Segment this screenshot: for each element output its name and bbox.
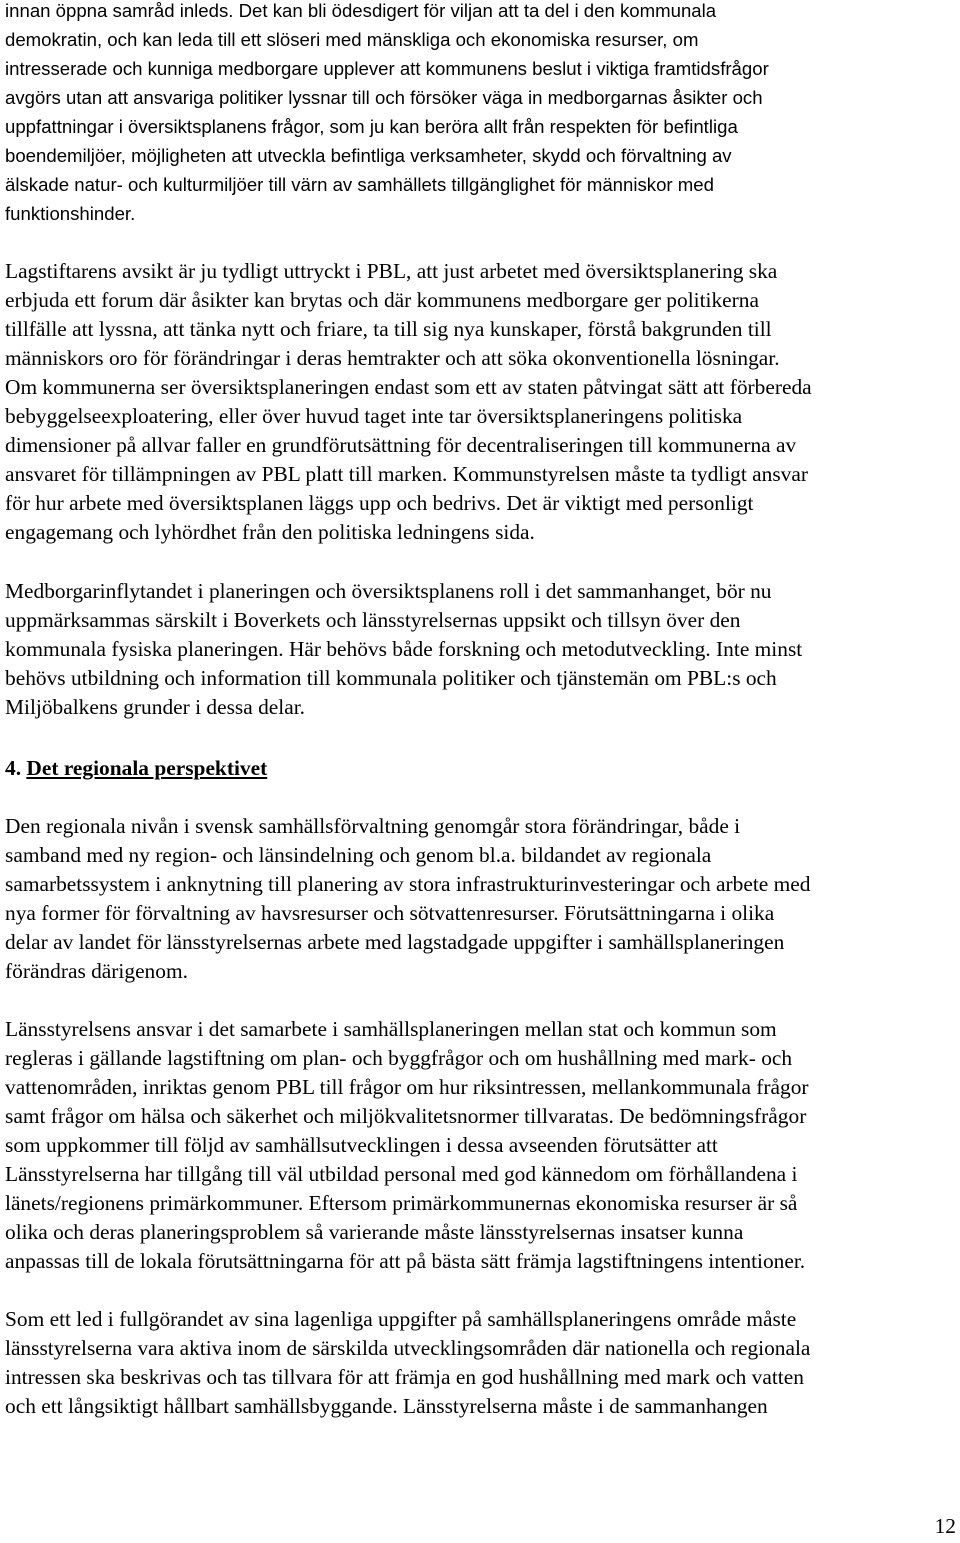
- text-line: delar av landet för länsstyrelsernas arbete med lagstadgade uppgifter i samhällsplaneringen: [5, 930, 785, 954]
- text-line: som uppkommer till följd av samhällsutvecklingen i dessa avseenden förutsätter att: [5, 1133, 718, 1157]
- text-line: kommunala fysiska planeringen. Här behövs både forskning och metodutveckling. Inte minst: [5, 637, 803, 661]
- text-line: Länsstyrelsens ansvar i det samarbete i samhällsplaneringen mellan stat och kommun som: [5, 1017, 777, 1041]
- text-line: boendemiljöer, möjligheten att utveckla befintliga verksamheter, skydd och förvaltning av: [5, 145, 732, 166]
- text-line: länets/regionens primärkommuner. Eftersom primärkommunernas ekonomiska resurser är så: [5, 1191, 798, 1215]
- text-line: dimensioner på allvar faller en grundförutsättning för decentraliseringen till kommunerna av: [5, 433, 797, 457]
- text-line: Om kommunerna ser översiktsplaneringen endast som ett av staten påtvingat sätt att förbereda: [5, 375, 812, 399]
- text-line: uppmärksammas särskilt i Boverkets och länsstyrelsernas uppsikt och tillsyn över den: [5, 608, 741, 632]
- text-line: intressen ska beskrivas och tas tillvara för att främja en god hushållning med mark och vatten: [5, 1365, 804, 1389]
- text-line: samband med ny region- och länsindelning och genom bl.a. bildandet av regionala: [5, 843, 712, 867]
- text-line: bebyggelseexploatering, eller över huvud taget inte tar översiktsplaneringens politiska: [5, 404, 743, 428]
- text-line: vattenområden, inriktas genom PBL till frågor om hur riksintressen, mellankommunala frågor: [5, 1075, 809, 1099]
- text-line: älskade natur- och kulturmiljöer till värn av samhällets tillgänglighet för människor med: [5, 174, 714, 195]
- text-line: förändras därigenom.: [5, 959, 188, 983]
- text-line: engagemang och lyhördhet från den politiska ledningens sida.: [5, 520, 535, 544]
- text-line: samt frågor om hälsa och säkerhet och miljökvalitetsnormer tillvaratas. De bedömningsfrågor: [5, 1104, 807, 1128]
- text-line: för hur arbete med översiktsplanen läggs upp och bedrivs. Det är viktigt med personligt: [5, 491, 754, 515]
- section-number: 4.: [5, 756, 22, 780]
- text-line: Länsstyrelserna har tillgång till väl utbildad personal med god kännedom om förhållandena i: [5, 1162, 798, 1186]
- text-line: anpassas till de lokala förutsättningarna för att på bästa sätt främja lagstiftningens intentioner.: [5, 1249, 806, 1273]
- page-number: 12: [934, 1514, 956, 1538]
- section-heading: [5, 754, 267, 783]
- text-line: tillfälle att lyssna, att tänka nytt och friare, ta till sig nya kunskaper, förstå bakgrunden till: [5, 317, 772, 341]
- text-line: Den regionala nivån i svensk samhällsförvaltning genomgår stora förändringar, både i: [5, 814, 741, 838]
- text-line: nya former för förvaltning av havsresurser och sötvattenresurser. Förutsättningarna i olika: [5, 901, 775, 925]
- section-title: Det regionala perspektivet: [26, 756, 268, 780]
- text-line: samarbetssystem i anknytning till planering av stora infrastrukturinvesteringar och arbete med: [5, 872, 811, 896]
- text-line: ansvaret för tillämpningen av PBL platt till marken. Kommunstyrelsen måste ta tydligt ansvar: [5, 462, 808, 486]
- text-line: behövs utbildning och information till kommunala politiker och tjänstemän om PBL:s och: [5, 666, 777, 690]
- text-line: uppfattningar i översiktsplanens frågor, som ju kan beröra allt från respekten för befintliga: [5, 116, 738, 137]
- text-line: regleras i gällande lagstiftning om plan- och byggfrågor och om hushållning med mark- och: [5, 1046, 793, 1070]
- text-line: intresserade och kunniga medborgare upplever att kommunens beslut i viktiga framtidsfrågor: [5, 58, 769, 79]
- text-line: olika och deras planeringsproblem så varierande måste länsstyrelsernas insatser kunna: [5, 1220, 744, 1244]
- text-line: Som ett led i fullgörandet av sina lagenliga uppgifter på samhällsplaneringens område måste: [5, 1307, 797, 1331]
- text-line: erbjuda ett forum där åsikter kan brytas och där kommunens medborgare ger politikerna: [5, 288, 759, 312]
- text-line: Lagstiftarens avsikt är ju tydligt uttryckt i PBL, att just arbetet med översiktsplanering ska: [5, 259, 778, 283]
- text-line: människors oro för förändringar i deras hemtrakter och att söka okonventionella lösningar.: [5, 346, 780, 370]
- text-line: avgörs utan att ansvariga politiker lyssnar till och försöker väga in medborgarnas åsikter och: [5, 87, 763, 108]
- text-line: och ett långsiktigt hållbart samhällsbyggande. Länsstyrelserna måste i de sammanhangen: [5, 1394, 768, 1418]
- text-line: Miljöbalkens grunder i dessa delar.: [5, 695, 305, 719]
- text-line: innan öppna samråd inleds. Det kan bli ödesdigert för viljan att ta del i den kommunala: [5, 0, 717, 21]
- text-line: funktionshinder.: [5, 203, 136, 224]
- text-line: Medborgarinflytandet i planeringen och översiktsplanens roll i det sammanhanget, bör nu: [5, 579, 772, 603]
- text-line: demokratin, och kan leda till ett slöseri med mänskliga och ekonomiska resurser, om: [5, 29, 699, 50]
- text-line: länsstyrelserna vara aktiva inom de särskilda utvecklingsområden där nationella och regionala: [5, 1336, 811, 1360]
